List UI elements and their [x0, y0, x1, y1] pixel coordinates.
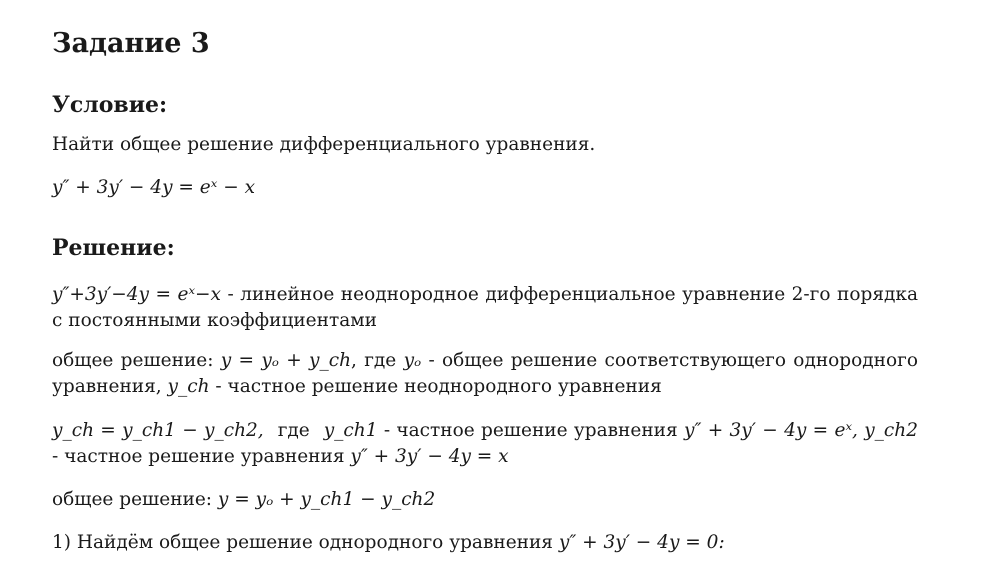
equation-inline: y″ + 3y′ − 4y = x [350, 446, 509, 467]
paragraph-text: - линейное неоднородное дифференциальное уравнение 2-го порядка с постоянными коэффициентами [52, 284, 918, 331]
condition-text: Найти общее решение дифференциального уравнения. [52, 134, 596, 155]
variable-inline: y_ch1 [323, 420, 378, 441]
equation-inline: y_ch = y_ch1 − y_ch2, [52, 420, 264, 441]
condition-equation [52, 175, 255, 201]
variable-inline: y_ch [167, 376, 210, 397]
solution-paragraph-5 [52, 530, 725, 556]
variable-inline: y_ch2 [864, 420, 918, 441]
paragraph-text: - общее решение соответствующего однородного уравнения, [52, 350, 918, 397]
task-title: Задание 3 [52, 28, 210, 59]
paragraph-text: где [277, 420, 310, 441]
paragraph-text: 1) Найдём общее решение однородного уравнения [52, 532, 559, 553]
equation-inline: y″ + 3y′ − 4y = eˣ, [684, 420, 858, 441]
paragraph-text: - частное решение неоднородного уравнения [209, 376, 662, 397]
paragraph-text: общее решение: [52, 489, 218, 510]
equation-inline: y″+3y′−4y = eˣ−x [52, 284, 221, 305]
paragraph-text: - частное решение уравнения [52, 446, 351, 467]
variable-inline: yₒ [403, 350, 422, 371]
solution-heading: Решение: [52, 235, 175, 261]
paragraph-text: , где [351, 350, 404, 371]
equation-inline: y″ + 3y′ − 4y = 0: [558, 532, 725, 553]
paragraph-text: - частное решение уравнения [377, 420, 684, 441]
solution-paragraph-4 [52, 487, 435, 513]
solution-paragraph-2 [52, 348, 918, 400]
condition-heading: Условие: [52, 92, 168, 118]
paragraph-text: общее решение: [52, 350, 221, 371]
condition-equation-text: y″ + 3y′ − 4y = eˣ − x [52, 177, 256, 198]
solution-paragraph-1 [52, 282, 918, 334]
solution-paragraph-3 [52, 418, 918, 470]
equation-inline: y = yₒ + y_ch1 − y_ch2 [217, 489, 436, 510]
equation-inline: y = yₒ + y_ch [220, 350, 352, 371]
